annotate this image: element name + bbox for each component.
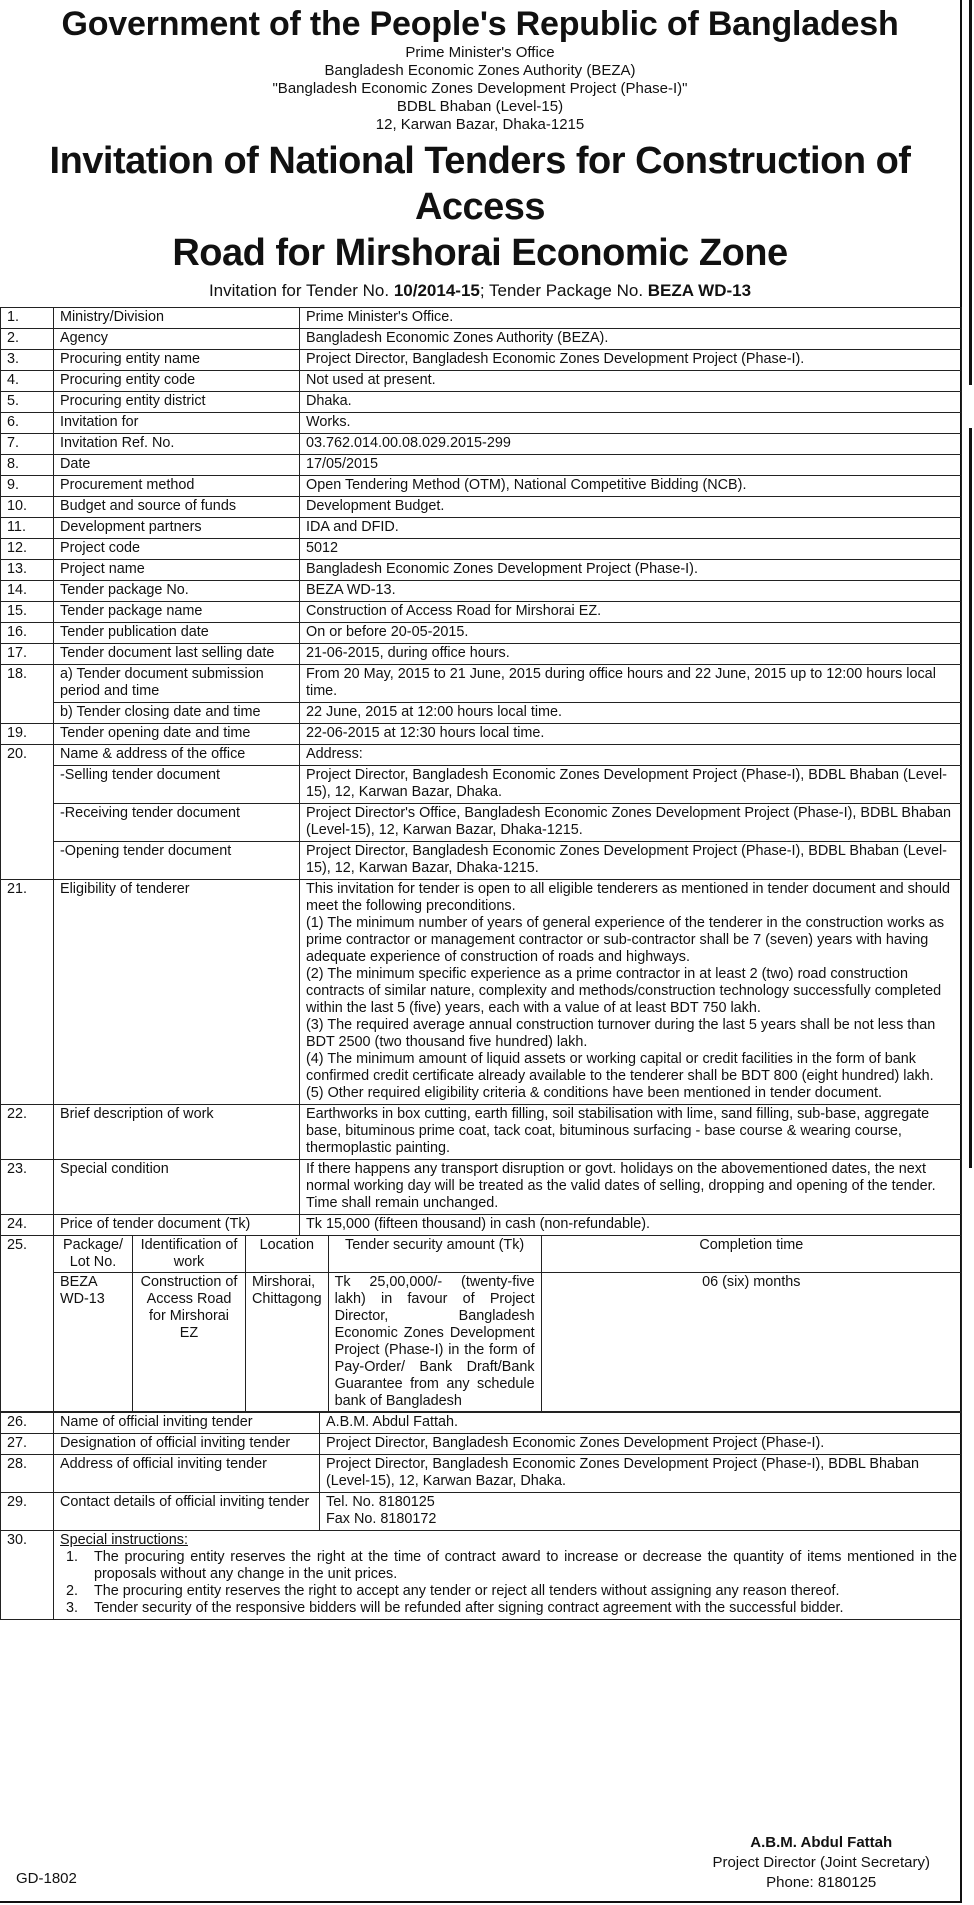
eligibility-text: This invitation for tender is open to all eligible tenderers as mentioned in tender document and should meet the following preconditions. (1) The minimum number of years of general experience of the tenderer in the construction works as prime contractor or management contractor or sub-contractor shall be 7 (seven) years with having adequate experience of construction of roads and highways. (2) The minimum specific experience as a prime contractor in at least 2 (two) road construction contracts of similar nature, complexity and methods/construction technology successfully completed within the last 5 (five) years, each with a value of at least BDT 750 lakh. (3) The required average annual construction turnover during the last 5 years shall be not less than BDT 2500 (two thousand five hundred) lakh. (4) The minimum amount of liquid assets or working capital or credit facilities in the form of bank confirmed credit certificate already available to the tenderer shall be BDT 800 (eight hundred) lakh. (5) Other required eligibility criteria & conditions have been mentioned in tender document. bbox=[300, 880, 962, 1105]
address-line: 12, Karwan Bazar, Dhaka-1215 bbox=[375, 116, 585, 133]
criterion-4: (4) The minimum amount of liquid assets or working capital or credit facilities in the form of bank confirmed credit certificate already available to the tenderer shall be BDT 800 (eight hundred) lakh. bbox=[306, 1051, 934, 1084]
work-identification: Construction of Access Road for Mirshorai EZ bbox=[133, 1273, 246, 1412]
row-number: 3. bbox=[1, 350, 54, 371]
table-row bbox=[1, 1236, 962, 1412]
criterion-3: (3) The required average annual construction turnover during the last 5 years shall be not less than BDT 2500 (two thousand five hundred) lakh. bbox=[306, 1017, 936, 1050]
table-row bbox=[1, 880, 962, 1105]
table-row bbox=[1, 724, 962, 745]
row-label: Price of tender document (Tk) bbox=[54, 1215, 300, 1236]
row-value: 22 June, 2015 at 12:00 hours local time. bbox=[300, 703, 962, 724]
margin-rule bbox=[969, 428, 972, 1168]
row-value: Project Director, Bangladesh Economic Zones Development Project (Phase-I), BDBL Bhaban (Level-15), 12, Karwan Bazar, Dhaka. bbox=[300, 766, 962, 804]
row-value: Bangladesh Economic Zones Authority (BEZA). bbox=[300, 329, 962, 350]
table-row bbox=[1, 1493, 962, 1531]
gd-code: GD-1802 bbox=[16, 1870, 77, 1887]
row-label: Procuring entity name bbox=[54, 350, 300, 371]
row-label: Invitation Ref. No. bbox=[54, 434, 300, 455]
row-label: Procurement method bbox=[54, 476, 300, 497]
row-number: 6. bbox=[1, 413, 54, 434]
row-value: 03.762.014.00.08.029.2015-299 bbox=[300, 434, 962, 455]
row-value: 17/05/2015 bbox=[300, 455, 962, 476]
table-row bbox=[1, 1531, 962, 1620]
row-number: 4. bbox=[1, 371, 54, 392]
row-value: 22-06-2015 at 12:30 hours local time. bbox=[300, 724, 962, 745]
row-value: Not used at present. bbox=[300, 371, 962, 392]
special-instructions bbox=[54, 1531, 962, 1620]
row-number: 16. bbox=[1, 623, 54, 644]
table-row bbox=[1, 329, 962, 350]
row-number: 5. bbox=[1, 392, 54, 413]
row-value: Dhaka. bbox=[300, 392, 962, 413]
main-title-line2: Road for Mirshorai Economic Zone bbox=[172, 232, 788, 274]
security-amount: Tk 25,00,000/- (twenty-five lakh) in favour of Project Director, Bangladesh Economic Zones Development Project (Phase-I) in the form of Pay-Order/ Bank Draft/Bank Guarantee from any schedule bank of Bangladesh bbox=[328, 1273, 541, 1412]
row-label: Name & address of the office bbox=[54, 745, 300, 766]
row-label: Contact details of official inviting tender bbox=[54, 1493, 320, 1531]
table-row bbox=[1, 1413, 962, 1434]
instruction-item bbox=[60, 1600, 957, 1617]
row-value: BEZA WD-13. bbox=[300, 581, 962, 602]
row-label: -Selling tender document bbox=[54, 766, 300, 804]
row-number: 25. bbox=[1, 1236, 54, 1412]
margin-rule bbox=[969, 0, 972, 385]
row-value: A.B.M. Abdul Fattah. bbox=[320, 1413, 962, 1434]
row-number: 13. bbox=[1, 560, 54, 581]
row-number: 10. bbox=[1, 497, 54, 518]
criterion-2: (2) The minimum specific experience as a prime contractor in at least 2 (two) road construction contracts of similar nature, complexity and methods/construction technology successfully completed within the last 5 (five) years, each with a value of at least BDT 750 lakh. bbox=[306, 966, 942, 1016]
row-value: Address: bbox=[300, 745, 962, 766]
row-number: 27. bbox=[1, 1434, 54, 1455]
package-table-row bbox=[54, 1273, 961, 1412]
table-row bbox=[1, 455, 962, 476]
row-number: 17. bbox=[1, 644, 54, 665]
row-label: Designation of official inviting tender bbox=[54, 1434, 320, 1455]
row-value: Project Director, Bangladesh Economic Zones Development Project (Phase-I), BDBL Bhaban (Level-15), 12, Karwan Bazar, Dhaka-1215. bbox=[300, 842, 962, 880]
row-value: Open Tendering Method (OTM), National Competitive Bidding (NCB). bbox=[300, 476, 962, 497]
row-number: 28. bbox=[1, 1455, 54, 1493]
header-identification: Identification of work bbox=[133, 1236, 246, 1273]
row-label: -Receiving tender document bbox=[54, 804, 300, 842]
work-location: Mirshorai, Chittagong bbox=[246, 1273, 329, 1412]
row-value: On or before 20-05-2015. bbox=[300, 623, 962, 644]
criterion-5: (5) Other required eligibility criteria & conditions have been mentioned in tender document. bbox=[306, 1085, 882, 1101]
row-value: Project Director, Bangladesh Economic Zones Development Project (Phase-I). bbox=[320, 1434, 962, 1455]
table-row bbox=[1, 539, 962, 560]
package-table-header bbox=[54, 1236, 961, 1273]
table-row bbox=[1, 497, 962, 518]
main-title-line1: Invitation of National Tenders for Construction of Access bbox=[49, 140, 911, 228]
row-label: Date bbox=[54, 455, 300, 476]
row-value: 5012 bbox=[300, 539, 962, 560]
row-value: 21-06-2015, during office hours. bbox=[300, 644, 962, 665]
row-number: 8. bbox=[1, 455, 54, 476]
table-row bbox=[1, 623, 962, 644]
row-number: 7. bbox=[1, 434, 54, 455]
government-title: Government of the People's Republic of Bangladesh bbox=[61, 5, 899, 43]
row-number: 21. bbox=[1, 880, 54, 1105]
table-row bbox=[1, 602, 962, 623]
row-value: Project Director's Office, Bangladesh Economic Zones Development Project (Phase-I), BDBL Bhaban (Level-15), 12, Karwan Bazar, Dhaka-1215. bbox=[300, 804, 962, 842]
instruction-text: The procuring entity reserves the right at the time of contract award to increase or decrease the quantity of items mentioned in the proposals without any change in the unit prices. bbox=[94, 1549, 957, 1582]
instruction-list bbox=[60, 1549, 957, 1617]
table-row bbox=[1, 1160, 962, 1215]
package-number: BEZA WD-13 bbox=[647, 281, 752, 300]
row-value: Construction of Access Road for Mirshorai EZ. bbox=[300, 602, 962, 623]
instruction-number: 2. bbox=[66, 1583, 79, 1599]
table-row bbox=[1, 703, 962, 724]
row-label: Project code bbox=[54, 539, 300, 560]
row-label: Agency bbox=[54, 329, 300, 350]
table-row bbox=[1, 371, 962, 392]
table-row bbox=[1, 518, 962, 539]
tel-number: Tel. No. 8180125 bbox=[326, 1494, 435, 1510]
signer-designation: Project Director (Joint Secretary) bbox=[712, 1854, 930, 1871]
instruction-number: 1. bbox=[66, 1549, 79, 1565]
table-row bbox=[1, 581, 962, 602]
table-row bbox=[1, 1215, 962, 1236]
row-number: 19. bbox=[1, 724, 54, 745]
row-value: Bangladesh Economic Zones Development Project (Phase-I). bbox=[300, 560, 962, 581]
row-value: IDA and DFID. bbox=[300, 518, 962, 539]
row-label: Brief description of work bbox=[54, 1105, 300, 1160]
row-label: Name of official inviting tender bbox=[54, 1413, 320, 1434]
notice-footer bbox=[0, 1829, 960, 1901]
table-row bbox=[1, 350, 962, 371]
table-row bbox=[1, 308, 962, 329]
row-number: 2. bbox=[1, 329, 54, 350]
package-table bbox=[54, 1236, 961, 1411]
row-number: 30. bbox=[1, 1531, 54, 1620]
tender-details-table bbox=[0, 307, 962, 1412]
row-label: Budget and source of funds bbox=[54, 497, 300, 518]
row-number: 24. bbox=[1, 1215, 54, 1236]
instruction-item bbox=[60, 1583, 957, 1600]
table-row bbox=[1, 644, 962, 665]
row-number: 12. bbox=[1, 539, 54, 560]
row-label: Development partners bbox=[54, 518, 300, 539]
table-row bbox=[1, 1434, 962, 1455]
row-number: 1. bbox=[1, 308, 54, 329]
row-value: Project Director, Bangladesh Economic Zones Development Project (Phase-I). bbox=[300, 350, 962, 371]
table-row bbox=[1, 804, 962, 842]
table-row bbox=[1, 476, 962, 497]
instruction-item bbox=[60, 1549, 957, 1583]
row-label: Special condition bbox=[54, 1160, 300, 1215]
signer-phone: Phone: 8180125 bbox=[766, 1874, 877, 1891]
row-label: Project name bbox=[54, 560, 300, 581]
row-value: Prime Minister's Office. bbox=[300, 308, 962, 329]
header-package: Package/ Lot No. bbox=[54, 1236, 133, 1273]
completion-time: 06 (six) months bbox=[702, 1274, 801, 1290]
table-row bbox=[1, 766, 962, 804]
instruction-text: Tender security of the responsive bidders will be refunded after signing contract agreement with the successful bidder. bbox=[94, 1600, 844, 1616]
row-label: Tender package No. bbox=[54, 581, 300, 602]
row-label: a) Tender document submission period and time bbox=[54, 665, 300, 703]
instruction-number: 3. bbox=[66, 1600, 79, 1616]
row-number: 9. bbox=[1, 476, 54, 497]
row-value: From 20 May, 2015 to 21 June, 2015 during office hours and 22 June, 2015 up to 12:00 hours local time. bbox=[300, 665, 962, 703]
table-row bbox=[1, 392, 962, 413]
table-row bbox=[1, 665, 962, 703]
notice-header bbox=[0, 4, 960, 302]
row-label: -Opening tender document bbox=[54, 842, 300, 880]
tender-number: 10/2014-15 bbox=[393, 281, 480, 300]
package-table-cell bbox=[54, 1236, 962, 1412]
row-label: Address of official inviting tender bbox=[54, 1455, 320, 1493]
row-value: Works. bbox=[300, 413, 962, 434]
table-row bbox=[1, 560, 962, 581]
table-row bbox=[1, 842, 962, 880]
project-line: "Bangladesh Economic Zones Development Project (Phase-I)" bbox=[272, 80, 688, 97]
row-label: Tender document last selling date bbox=[54, 644, 300, 665]
row-number: 11. bbox=[1, 518, 54, 539]
row-number: 22. bbox=[1, 1105, 54, 1160]
row-number: 18. bbox=[1, 665, 54, 724]
fax-number: Fax No. 8180172 bbox=[326, 1511, 437, 1527]
row-number: 20. bbox=[1, 745, 54, 880]
row-number: 15. bbox=[1, 602, 54, 623]
row-number: 14. bbox=[1, 581, 54, 602]
row-label: Ministry/Division bbox=[54, 308, 300, 329]
signature-block bbox=[712, 1833, 930, 1893]
row-label: Eligibility of tenderer bbox=[54, 880, 300, 1105]
table-row bbox=[1, 745, 962, 766]
row-value: Tk 15,000 (fifteen thousand) in cash (non-refundable). bbox=[300, 1215, 962, 1236]
signer-name: A.B.M. Abdul Fattah bbox=[750, 1834, 893, 1851]
table-row bbox=[1, 413, 962, 434]
table-row bbox=[1, 434, 962, 455]
office-line: Prime Minister's Office bbox=[405, 44, 555, 61]
special-instructions-title: Special instructions: bbox=[60, 1532, 188, 1548]
contact-details bbox=[320, 1493, 962, 1531]
row-label: Procuring entity code bbox=[54, 371, 300, 392]
row-number: 26. bbox=[1, 1413, 54, 1434]
row-label: Tender package name bbox=[54, 602, 300, 623]
row-label: Tender publication date bbox=[54, 623, 300, 644]
table-row bbox=[1, 1105, 962, 1160]
row-value: Earthworks in box cutting, earth filling, soil stabilisation with lime, sand filling, sub-base, aggregate base, bituminous prime coat, tack coat, bituminous surfacing - base course & wearing course, thermoplastic painting. bbox=[300, 1105, 962, 1160]
row-label: Invitation for bbox=[54, 413, 300, 434]
table-row bbox=[1, 1455, 962, 1493]
row-number: 29. bbox=[1, 1493, 54, 1531]
row-label: b) Tender closing date and time bbox=[54, 703, 300, 724]
authority-line: Bangladesh Economic Zones Authority (BEZA) bbox=[324, 62, 636, 79]
invitation-line: Invitation for Tender No. 10/2014-15; Tender Package No. BEZA WD-13 bbox=[208, 281, 752, 300]
row-number: 23. bbox=[1, 1160, 54, 1215]
package-no: BEZA WD-13 bbox=[54, 1273, 133, 1412]
official-table bbox=[0, 1412, 962, 1620]
row-value: Project Director, Bangladesh Economic Zones Development Project (Phase-I), BDBL Bhaban (Level-15), 12, Karwan Bazar, Dhaka. bbox=[320, 1455, 962, 1493]
criterion-1: (1) The minimum number of years of general experience of the tenderer in the construction works as prime contractor or management contractor or sub-contractor shall be 7 (seven) years with having adequate experience of construction of roads and highways. bbox=[306, 915, 945, 965]
row-value: Development Budget. bbox=[300, 497, 962, 518]
building-line: BDBL Bhaban (Level-15) bbox=[396, 98, 564, 115]
row-label: Procuring entity district bbox=[54, 392, 300, 413]
header-completion: Completion time bbox=[541, 1236, 961, 1273]
row-label: Tender opening date and time bbox=[54, 724, 300, 745]
header-location: Location bbox=[246, 1236, 329, 1273]
header-security: Tender security amount (Tk) bbox=[328, 1236, 541, 1273]
instruction-text: The procuring entity reserves the right to accept any tender or reject all tenders without assigning any reason thereof. bbox=[94, 1583, 840, 1599]
row-value: If there happens any transport disruption or govt. holidays on the abovementioned dates, the next normal working day will be treated as the valid dates of selling, dropping and opening of the tender. Time shall remain unchanged. bbox=[300, 1160, 962, 1215]
